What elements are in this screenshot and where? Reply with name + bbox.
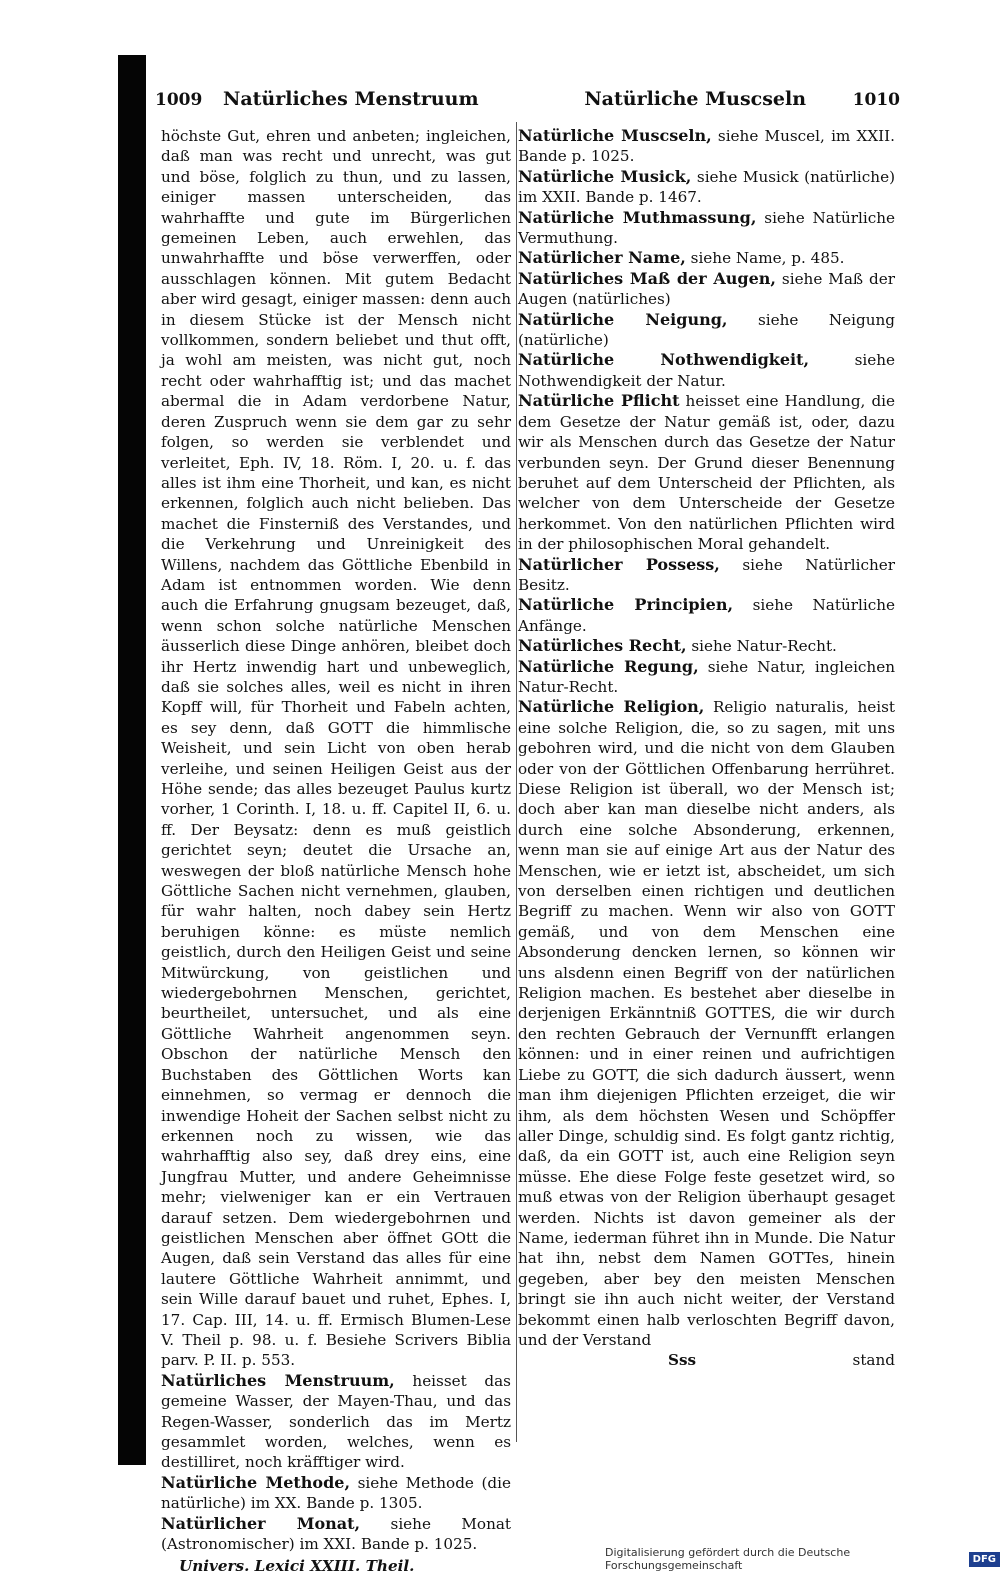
entry-text: siehe Natürlicher Besitz. — [518, 555, 895, 594]
running-head-right — [584, 88, 900, 118]
dfg-logo: DFG — [969, 1552, 1000, 1567]
entry-text: Religio naturalis, heist eine solche Religion, die, so zu sagen, mit uns gebohren wird, und die nicht von dem Glauben oder von der Göttlichen Offenbarung herrühret. Diese Religion ist überall, wo der Mensch ist; doch aber kan man dieselbe nicht anders, als durch eine solche Absonderung, erkennen, wenn man sie auf einige Art aus der Natur des Menschen, wie er ietzt ist, abscheidet, um sich von derselben einen richtigen und deutlichen Begriff zu machen. Wenn wir also von GOTT gemäß, und von dem Menschen eine Absonderung dencken lernen, so können wir uns alsdenn einen Begriff von der natürlichen Religion machen. Es bestehet aber dieselbe in derjenigen Erkänntniß GOTTES, die wir durch den rechten Gebrauch der Vernunfft erlangen können: und in einer reinen und aufrichtigen Liebe zu GOTT, die sich dadurch äussert, wenn man ihm diejenigen Pflichten erzeiget, die wir ihm, als dem höchsten Wesen und Schöpffer aller Dinge, schuldig sind. Es folgt gantz richtig, daß, da ein GOTT ist, auch eine Religion seyn müsse. Ehe diese Folge feste gesetzet wird, so muß etwas von der Religion überhaupt gesaget werden. Nichts ist davon gemeiner als der Name, iederman führet ihn in Munde. Die Natur hat ihn, nebst dem Namen GOTTes, hinein gegeben, aber bey den meisten Menschen bringt sie ihn auch nicht weiter, der Verstand bekommt einen halb verloschten Begriff davon, und der Verstand — [518, 698, 895, 1349]
entry-headword: Natürliche Muthmassung, — [518, 207, 757, 227]
left-column — [161, 126, 511, 1577]
entry-text: siehe Monat (Astronomischer) im XXI. Bande p. 1025. — [161, 1514, 512, 1554]
entry-text: siehe Natürliche Anfänge. — [518, 596, 895, 635]
entry-headword: Natürliches Maß der Augen, — [518, 268, 776, 288]
entry-headword: Natürliche Neigung, — [518, 309, 728, 329]
entry-text: siehe Natur-Recht. — [686, 637, 837, 656]
entry-text: siehe Neigung (natürliche) — [518, 310, 895, 350]
right-entry-name — [518, 248, 895, 268]
right-entry-neigung — [518, 310, 895, 351]
entry-headword: Natürliches Recht, — [518, 636, 687, 656]
page-number-right: 1010 — [852, 90, 900, 110]
entry-text: siehe Methode (die natürliche) im XX. Bande p. 1305. — [161, 1473, 512, 1513]
entry-text: siehe Natur, ingleichen Natur-Recht. — [518, 657, 895, 696]
column-divider — [516, 122, 517, 1442]
footer-credit: Digitalisierung gefördert durch die Deutsche Forschungsgemeinschaft — [605, 1546, 851, 1572]
right-entry-religion — [518, 697, 895, 1350]
left-entry-methode — [161, 1473, 511, 1514]
entry-headword: Natürliche Principien, — [518, 595, 734, 615]
entry-headword: Natürliche Regung, — [518, 656, 699, 676]
entry-text: siehe Name, p. 485. — [685, 249, 845, 268]
right-entry-mass — [518, 269, 895, 310]
entry-headword: Natürliche Musick, — [518, 166, 692, 186]
entry-headword: Natürliche Methode, — [161, 1472, 351, 1492]
entry-headword: Natürliches Menstruum, — [161, 1370, 395, 1390]
digitization-footer — [605, 1548, 1000, 1570]
entry-text: siehe Natürliche Vermuthung. — [518, 208, 895, 248]
right-entry-recht — [518, 636, 895, 656]
catchword-left: Univers. Lexici XXIII. Theil. — [179, 1557, 415, 1576]
entry-text: heisset eine Handlung, die dem Gesetze der Natur gemäß ist, oder, dazu wir als Menschen durch das Gesetze der Natur verbunden seyn. Der Grund dieser Benennung beruhet auf dem Unterscheid der Pflichten, als welcher von dem Unterscheide der Gesetze herkommet. Von den natürlichen Pflichten wird in der philosophischen Moral gehandelt. — [518, 392, 896, 554]
entry-text: siehe Musick (natürliche) im XXII. Bande p. 1467. — [518, 167, 895, 207]
catchword-right: stand — [852, 1351, 895, 1370]
entry-headword: Natürlicher Possess, — [518, 554, 720, 574]
entry-headword: Natürliche Religion, — [518, 697, 705, 717]
signature-mark: Sss — [668, 1351, 697, 1370]
entry-text: siehe Muscel, im XXII. Bande p. 1025. — [518, 127, 895, 166]
right-entry-musick — [518, 167, 895, 208]
entry-headword: Natürlicher Name, — [518, 248, 686, 268]
left-entry-menstruum — [161, 1371, 511, 1473]
running-title-right: Natürliche Muscseln — [584, 88, 807, 110]
right-entry-pflicht — [518, 391, 895, 554]
entry-text: heisset das gemeine Wasser, der Mayen-Thau, und das Regen-Wasser, sonderlich das im Mertz gesammlet worden, welches, wenn es destilliret, noch kräfftiger wird. — [161, 1371, 511, 1472]
right-entry-possess — [518, 555, 895, 596]
entry-headword: Natürlicher Monat, — [161, 1513, 361, 1533]
left-entry-monat — [161, 1514, 511, 1555]
entry-headword: Natürliche Muscseln, — [518, 126, 712, 145]
right-entry-nothwendigkeit — [518, 350, 895, 391]
right-entry-muscseln — [518, 126, 895, 167]
right-entry-regung — [518, 657, 895, 698]
right-entry-muthmassung — [518, 208, 895, 249]
page-foot-right — [518, 1350, 895, 1370]
binding-edge — [118, 55, 146, 1465]
right-column — [518, 126, 895, 1371]
page-number-left: 1009 — [155, 90, 203, 110]
entry-headword: Natürliche Nothwendigkeit, — [518, 350, 810, 370]
running-head-left — [155, 88, 479, 118]
entry-text: siehe Nothwendigkeit der Natur. — [518, 351, 895, 390]
right-entry-principien — [518, 595, 895, 636]
entry-headword: Natürliche Pflicht — [518, 391, 680, 411]
left-intro-paragraph: höchste Gut, ehren und anbeten; ingleichen, daß man was recht und unrecht, was gut und böse, folglich zu thun, und zu lassen, einiger massen unterscheiden, das wahrhaffte und gute im Bürgerlichen gemeinen Leben, auch erwehlen, das unwahrhaffte und böse verwerffen, oder ausschlagen können. Mit gutem Bedacht aber wird gesagt, einiger massen: denn auch in diesem Stücke ist der Mensch nicht vollkommen, sondern beliebet und thut offt, ja wohl am meisten, was nicht gut, noch recht oder wahrhafftig ist; und das machet abermal die in Adam verdorbene Natur, deren Zuspruch wenn sie dem gar zu sehr folgen, so werden sie verblendet und verleitet, Eph. IV, 18. Röm. I, 20. u. f. das alles ist ihm eine Thorheit, und kan, es nicht erkennen, folglich auch nicht belieben. Das machet die Finsterniß des Verstandes, und die Verkehrung und Unreinigkeit des Willens, nachdem das Göttliche Ebenbild in Adam ist entnommen worden. Wie denn auch die Erfahrung gnugsam bezeuget, daß, wenn schon solche natürliche Menschen äusserlich diese Dinge anhören, bleibet doch ihr Hertz inwendig hart und unbeweglich, daß sie solches alles, weil es nicht in ihren Kopff will, für Thorheit und Fabeln achten, es sey denn, daß GOTT die himmlische Weisheit, und sein Licht von oben herab verleihe, und seinen Heiligen Geist aus der Höhe sende; das alles bezeuget Paulus kurtz vorher, 1 Corinth. I, 18. u. ff. Capitel II, 6. u. ff. Der Beysatz: denn es muß geistlich gerichtet seyn; deutet die Ursache an, weswegen der bloß natürliche Mensch hohe Göttliche Sachen nicht vernehmen, glauben, für wahr halten, noch dabey sein Hertz beruhigen könne: es müste nemlich geistlich, durch den Heiligen Geist und seine Mitwürckung, von geistlichen und wiedergebohrnen Menschen, gerichtet, beurtheilet, untersuchet, und als eine Göttliche Wahrheit angenommen seyn. Obschon der natürliche Mensch den Buchstaben des Göttlichen Worts kan einnehmen, so vermag er dennoch die inwendige Hoheit der Sachen selbst nicht zu erkennen noch zu wissen, wie das wahrhafftig also sey, daß drey eins, eine Jungfrau Mutter, und andere Geheimnisse mehr; vielweniger kan er ein Vertrauen darauf setzen. Dem wiedergebohrnen und geistlichen Menschen aber öffnet GOtt die Augen, daß sein Verstand das alles für eine lautere Göttliche Wahrheit annimmt, und sein Wille darauf bauet und ruhet, Ephes. I, 17. Cap. III, 14. u. ff. Ermisch Blumen-Lese V. Theil p. 98. u. f. Besiehe Scrivers Biblia parv. P. II. p. 553. — [161, 127, 511, 1370]
entry-text: siehe Maß der Augen (natürliches) — [518, 269, 895, 309]
running-title-left: Natürliches Menstruum — [222, 88, 479, 110]
